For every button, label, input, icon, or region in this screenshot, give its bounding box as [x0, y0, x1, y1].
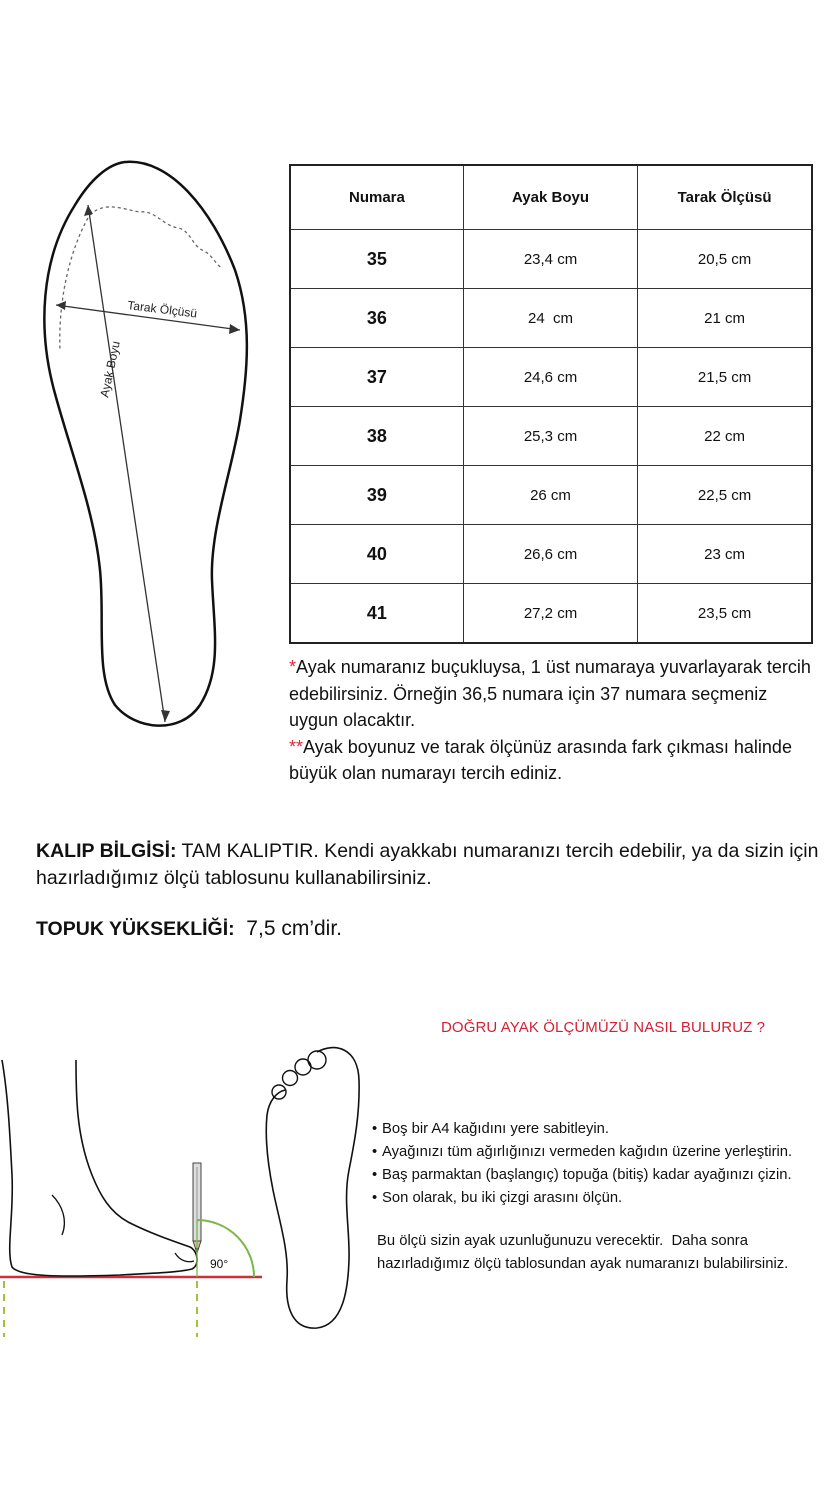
- foot-width-cell: 22 cm: [638, 407, 812, 466]
- foot-width-cell: 21,5 cm: [638, 348, 812, 407]
- size-cell: 38: [290, 407, 463, 466]
- foot-side-outline: [2, 1060, 197, 1276]
- table-header-row: [290, 165, 812, 230]
- table-row: [290, 289, 812, 348]
- table-row: [290, 348, 812, 407]
- foot-side-illustration: [0, 1055, 270, 1345]
- column-header: Tarak Ölçüsü: [638, 165, 812, 230]
- foot-length-cell: 25,3 cm: [463, 407, 637, 466]
- toe-detail: [175, 1253, 194, 1262]
- foot-width-cell: 23 cm: [638, 525, 812, 584]
- sole-outline: [266, 1048, 359, 1329]
- note-text: Ayak boyunuz ve tarak ölçünüz arasında fark çıkması halinde büyük olan numarayı tercih ediniz.: [289, 736, 792, 783]
- foot-length-cell: 26,6 cm: [463, 525, 637, 584]
- table-row: [290, 584, 812, 644]
- note-difference: [289, 734, 819, 787]
- note-rounding: [289, 654, 819, 734]
- result-line: Bu ölçü sizin ayak uzunluğunuzu verecektir. Daha sonra: [377, 1233, 748, 1249]
- foot-length-cell: 26 cm: [463, 466, 637, 525]
- footprint-sole-illustration: [255, 1040, 370, 1340]
- size-cell: 36: [290, 289, 463, 348]
- size-table: [289, 164, 813, 644]
- howto-title: DOĞRU AYAK ÖLÇÜMÜZÜ NASIL BULURUZ ?: [441, 1019, 766, 1036]
- foot-length-cell: 24,6 cm: [463, 348, 637, 407]
- ayak-boyu-label: Ayak Boyu: [97, 339, 123, 399]
- note-star: **: [289, 736, 304, 757]
- heel-info-label: TOPUK YÜKSEKLİĞİ:: [36, 918, 235, 940]
- table-row: [290, 466, 812, 525]
- heel-info: [36, 915, 826, 943]
- size-cell: 37: [290, 348, 463, 407]
- foot-width-cell: 21 cm: [638, 289, 812, 348]
- size-cell: 40: [290, 525, 463, 584]
- foot-length-cell: 24 cm: [463, 289, 637, 348]
- table-row: [290, 230, 812, 289]
- toe-icon: [283, 1071, 298, 1086]
- size-cell: 39: [290, 466, 463, 525]
- toe-line: [90, 207, 222, 268]
- list-item: • Baş parmaktan (başlangıç) topuğa (bitiş) kadar ayağınızı çizin.: [372, 1164, 829, 1187]
- size-notes: [289, 654, 819, 787]
- foot-length-cell: 23,4 cm: [463, 230, 637, 289]
- list-item: • Ayağınızı tüm ağırlığınızı vermeden kağıdın üzerine yerleştirin.: [372, 1141, 829, 1164]
- list-item: • Boş bir A4 kağıdını yere sabitleyin.: [372, 1118, 829, 1141]
- foot-width-cell: 20,5 cm: [638, 230, 812, 289]
- result-line: hazırladığımız ölçü tablosundan ayak numaranızı bulabilirsiniz.: [377, 1256, 789, 1272]
- tarak-label: Tarak Ölçüsü: [126, 298, 198, 321]
- toe-inner-line: [60, 218, 88, 350]
- fit-info-label: KALIP BİLGİSİ:: [36, 840, 177, 862]
- fit-info-text: TAM KALIPTIR. Kendi ayakkabı numaranızı tercih edebilir, ya da sizin için hazırladığımız ölçü tablosunu kullanabilirsiniz.: [36, 840, 819, 889]
- column-header: Numara: [290, 165, 463, 230]
- toe-icon: [308, 1051, 326, 1069]
- foot-width-cell: 23,5 cm: [638, 584, 812, 644]
- note-text: Ayak numaranız buçukluysa, 1 üst numaraya yuvarlayarak tercih edebilirsiniz. Örneğin 36,5 numara için 37 numara seçmeniz uygun olacaktır.: [289, 657, 811, 730]
- size-cell: 35: [290, 230, 463, 289]
- howto-result: [377, 1230, 829, 1276]
- column-header: Ayak Boyu: [463, 165, 637, 230]
- foot-width-cell: 22,5 cm: [638, 466, 812, 525]
- ankle-detail: [52, 1195, 64, 1235]
- note-star: *: [289, 657, 297, 677]
- table-row: [290, 525, 812, 584]
- list-item: • Son olarak, bu iki çizgi arasını ölçün.: [372, 1187, 829, 1210]
- table-row: [290, 407, 812, 466]
- fit-info: [36, 838, 826, 892]
- size-cell: 41: [290, 584, 463, 644]
- heel-info-text: 7,5 cm’dir.: [234, 917, 343, 940]
- footprint-diagram: [30, 150, 260, 740]
- foot-length-cell: 27,2 cm: [463, 584, 637, 644]
- angle-label: 90°: [210, 1257, 229, 1271]
- ayak-boyu-measure-line: [88, 205, 165, 722]
- howto-steps: [372, 1118, 829, 1210]
